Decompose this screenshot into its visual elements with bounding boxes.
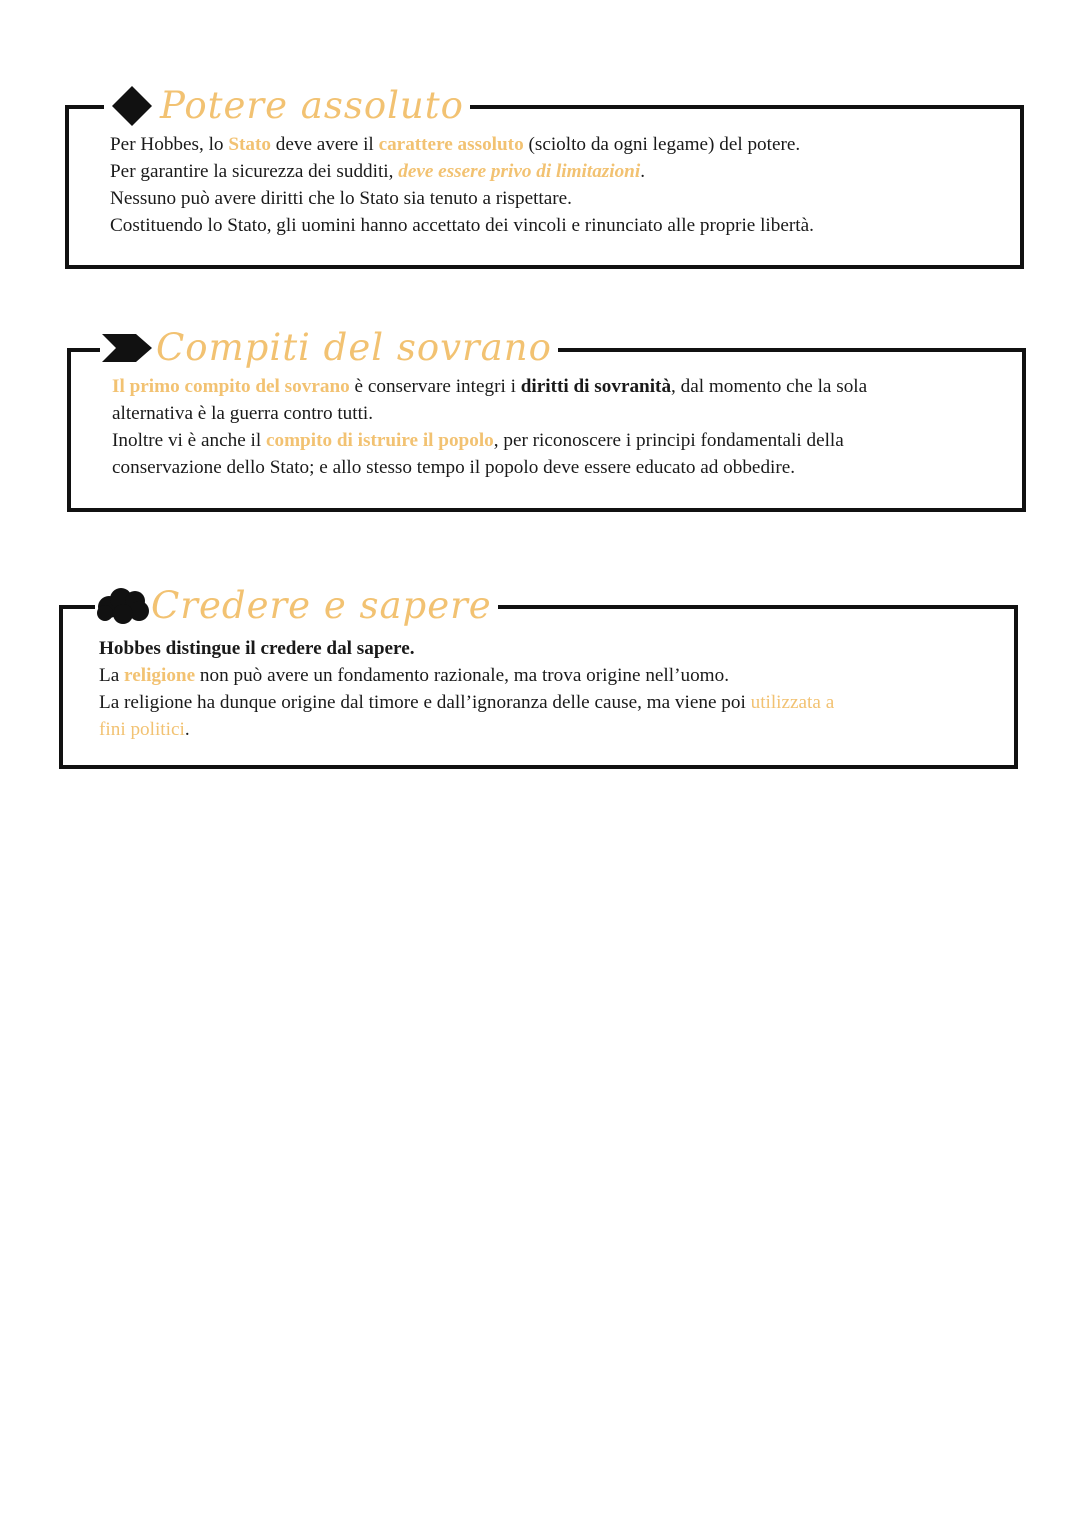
highlighted-text: deve essere privo di limitazioni [398,161,641,182]
text-run: Inoltre vi è anche il [112,430,266,451]
body-line [112,400,867,427]
text-run: è conservare integri i [349,376,521,397]
text-run: deve avere il [270,134,379,155]
section-body [99,635,834,743]
body-line [112,454,867,481]
text-run: conservazione dello Stato; e allo stesso tempo il popolo deve essere educato ad obbedire. [112,457,796,478]
highlighted-text: compito di istruire il popolo [265,430,494,451]
highlighted-text: Hobbes distingue il credere dal sapere. [99,638,415,659]
body-line [110,185,814,212]
body-line [110,158,814,185]
text-run: non può avere un fondamento razionale, ma trova origine nell’uomo. [195,665,729,686]
text-run: Per garantire la sicurezza dei sudditi, [110,161,399,182]
highlighted-text: fini politici [99,719,185,740]
body-line [110,212,814,239]
text-run: (sciolto da ogni legame) del potere. [523,134,801,155]
section-title-credere-e-sapere [95,580,498,632]
highlighted-text: utilizzata a [750,692,835,713]
highlighted-text: diritti di sovranità [520,376,672,397]
text-run: La religione ha dunque origine dal timore e dall’ignoranza delle cause, ma viene poi [99,692,751,713]
section-title-text: Potere assoluto [160,80,464,132]
text-run: alternativa è la guerra contro tutti. [112,403,374,424]
section-title-compiti-del-sovrano [100,322,558,374]
highlighted-text: religione [124,665,196,686]
body-line [112,373,867,400]
body-line [99,689,834,716]
body-line [110,131,814,158]
text-run: , per riconoscere i principi fondamentali della [493,430,844,451]
section-title-text: Credere e sapere [151,580,492,632]
text-run: Per Hobbes, lo [110,134,229,155]
body-line [99,635,834,662]
text-run: . [184,719,190,740]
text-run: Nessuno può avere diritti che lo Stato sia tenuto a rispettare. [110,188,572,209]
text-run: , dal momento che la sola [671,376,868,397]
section-title-potere-assoluto [104,80,470,132]
body-line [99,716,834,743]
highlighted-text: Stato [228,134,271,155]
body-line [112,427,867,454]
text-run: La [99,665,125,686]
section-title-text: Compiti del sovrano [156,322,552,374]
diamond-icon [104,80,160,132]
text-run: Costituendo lo Stato, gli uomini hanno accettato dei vincoli e rinunciato alle proprie libertà. [110,215,814,236]
highlighted-text: Il primo compito del sovrano [112,376,350,397]
body-line [99,662,834,689]
chevron-arrow-icon [100,322,156,374]
cloud-icon [95,580,151,632]
text-run: . [640,161,645,182]
section-body [112,373,867,481]
section-body [110,131,814,239]
highlighted-text: carattere assoluto [378,134,524,155]
